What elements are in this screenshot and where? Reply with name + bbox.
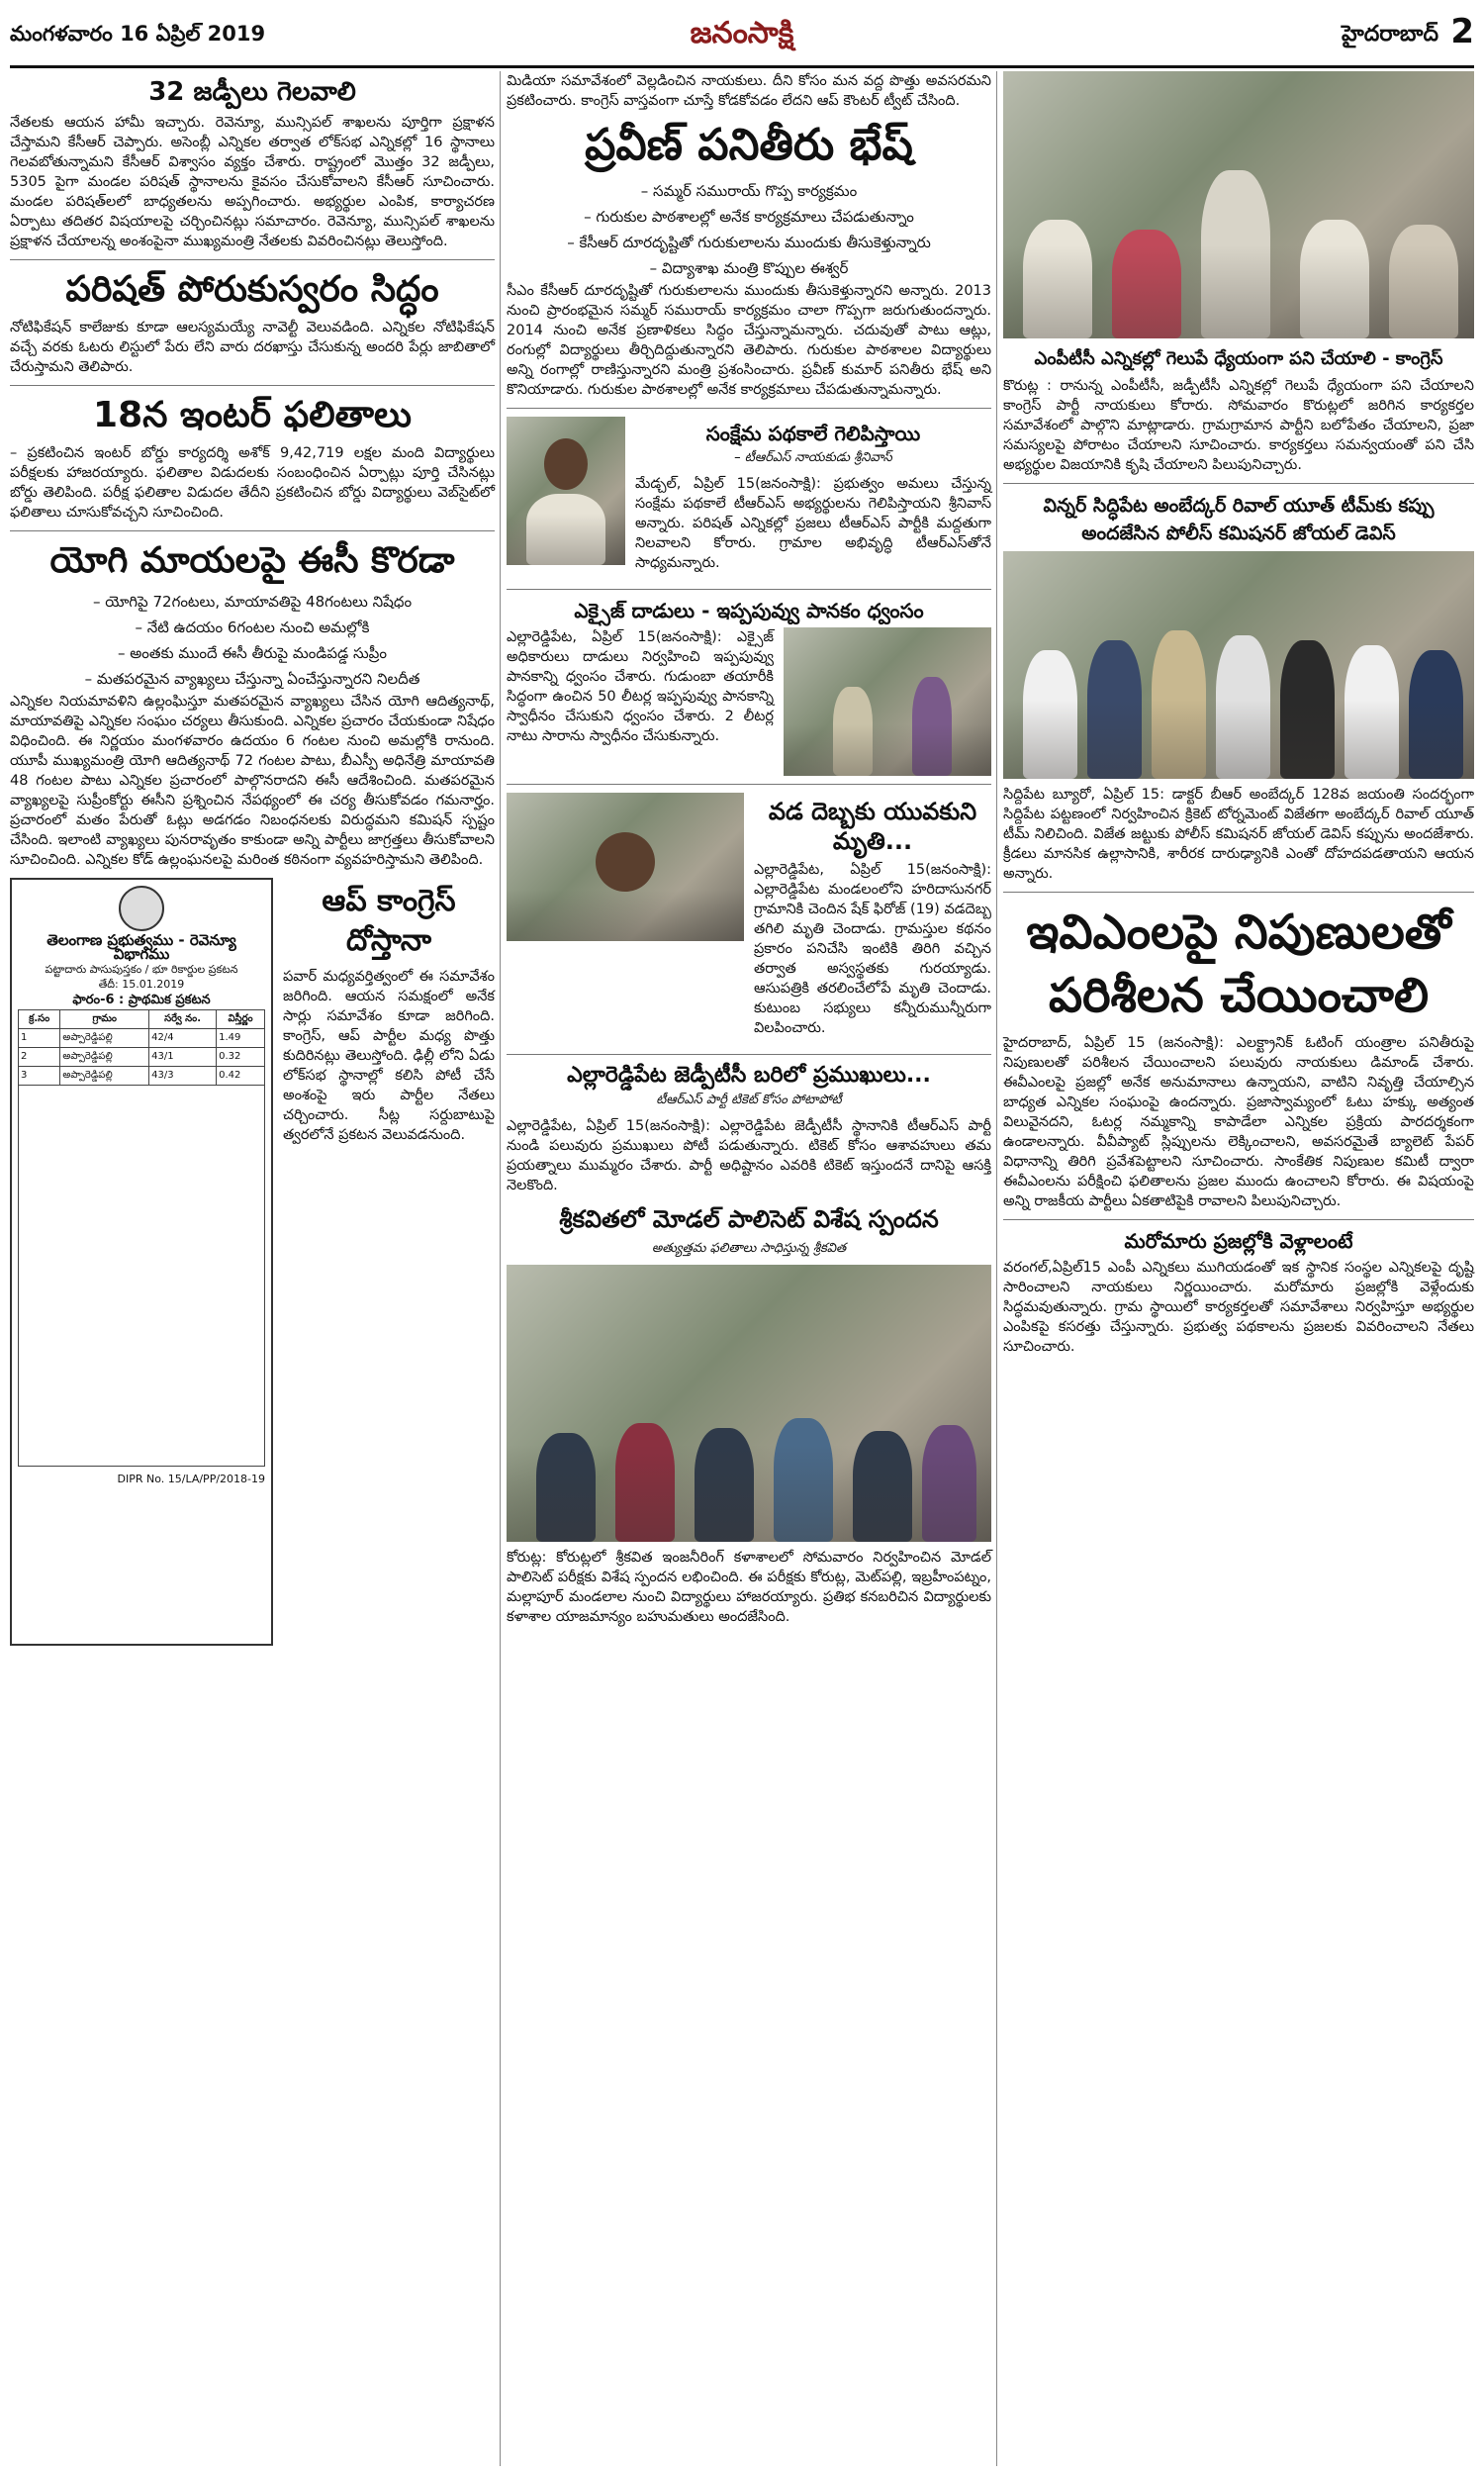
article-headline: సంక్షేమ పథకాలే గెలిపిస్తాయి xyxy=(705,422,921,445)
column-divider xyxy=(500,71,501,2466)
article-body: హైదరాబాద్, ఏప్రిల్ 15 (జనంసాక్షి): ఎలక్ట్రానిక్ ఓటింగ్ యంత్రాల పనితీరుపై నిపుణులతో పరిశీలన చేయించాలని పలువురు నాయకులు డిమాండ్ చేశారు. ఈవీఎంలపై ప్రజల్లో అనేక అనుమానాలు ఉన్నాయని, వాటిని నివృత్తి చేయాల్సిన బాధ్యత ఎన్నికల సంఘంపై ఉందన్నారు. ప్రజాస్వామ్యంలో ఓటు హక్కు అత్యంత విలువైనదని, ఓటర్ల నమ్మకాన్ని కాపాడేలా ఎన్నికల ప్రక్రియ పారదర్శకంగా ఉండాలన్నారు. వీవీప్యాట్ స్లిప్పులను లెక్కించాలని, అవసరమైతే బ్యాలెట్ పేపర్ విధానాన్ని తిరిగి ప్రవేశపెట్టాలని సూచించారు. సాంకేతిక నిపుణుల కమిటీ ద్వారా ఈవీఎంలను పరీక్షించి ఫలితాలను ప్రజల ముందు ఉంచాలని కోరారు. ఈ విషయంపై అన్ని రాజకీయ పార్టీలు ఏకతాటిపైకి రావాలని పిలుపునిచ్చారు. xyxy=(1003,1035,1474,1209)
subpoint: – యోగిపై 72గంటలు, మాయావతిపై 48గంటలు నిషేధం xyxy=(92,593,413,611)
article-body: మేడ్చల్, ఏప్రిల్ 15(జనంసాక్షి): ప్రభుత్వం అమలు చేస్తున్న సంక్షేమ పథకాలే టీఆర్ఎస్ అభ్యర్థులను గెలిపిస్తాయని శ్రీనివాస్ అన్నారు. పరిషత్ ఎన్నికల్లో ప్రజలు టీఆర్ఎస్ పార్టీకి మద్దతుగా నిలవాలని కోరారు. గ్రామాల అభివృద్ధి టీఆర్ఎస్‌తోనే సాధ్యమన్నారు. xyxy=(635,476,991,571)
ad-table-header: గ్రామం xyxy=(60,1010,149,1029)
divider xyxy=(10,259,495,260)
divider xyxy=(1003,1219,1474,1220)
ad-date: తేదీ: 15.01.2019 xyxy=(98,978,185,991)
ad-cell: 2 xyxy=(19,1048,60,1067)
subpoint: – నేటి ఉదయం 6గంటల నుంచి అమల్లోకి xyxy=(135,619,370,636)
article-subpoints xyxy=(10,589,495,692)
ad-cell: 43/1 xyxy=(149,1048,217,1067)
subpoint: – సమ్మర్ సమురాయ్ గొప్ప కార్యక్రమం xyxy=(640,182,858,200)
ad-table-header: క్ర.సం xyxy=(19,1010,60,1029)
article-headline: 18న ఇంటర్ ఫలితాలు xyxy=(93,395,412,435)
article-body: ఎల్లారెడ్డిపేట, ఏప్రిల్ 15(జనంసాక్షి): ఎల్లారెడ్డిపేట మండలంలోని హరిదాసునగర్ గ్రామానికి చెందిన షేక్ ఫిరోజ్ (19) వడదెబ్బ తగిలి మృతి చెందాడు. గ్రామస్తుల కథనం ప్రకారం పనిచేసి ఇంటికి తిరిగి వచ్చిన తర్వాత అస్వస్థతకు గురయ్యాడు. ఆసుపత్రికి తరలించేలోపే మృతి చెందాడు. కుటుంబ సభ్యులు కన్నీరుమున్నీరుగా విలపించారు. xyxy=(754,862,991,1036)
article-body: పవార్ మధ్యవర్తిత్వంలో ఈ సమావేశం జరిగింది. ఆయన సమక్షంలో అనేక సార్లు సమావేశం కూడా జరిగింది. కాంగ్రెస్, ఆప్ పార్టీల మధ్య పొత్తు కుదిరినట్లు తెలుస్తోంది. ఢిల్లీ లోని ఏడు లోక్‌సభ స్థానాల్లో కలిసి పోటీ చేసే అంశంపై ఇరు పార్టీల నేతలు చర్చించారు. సీట్ల సర్దుబాటుపై త్వరలోనే ప్రకటన వెలువడనుంది. xyxy=(283,969,495,1143)
article-byline: టీఆర్ఎస్ పార్టీ టికెట్ కోసం పోటాపోటీ xyxy=(656,1093,842,1107)
article-headline: 32 జడ్పీలు గెలవాలి xyxy=(148,77,356,107)
article-body: సీఎం కేసీఆర్ దూరదృష్టితో గురుకులాలను ముందుకు తీసుకెళ్తున్నారని అన్నారు. 2013 నుంచి ప్రారంభమైన సమ్మర్ సమురాయ్ కార్యక్రమం చాలా గొప్పగా జరుగుతుందన్నారు. 2014 నుంచి అనేక ప్రణాళికలు సిద్ధం చేస్తున్నామన్నారు. చదువుతో పాటు ఆట్లు, రంగుల్లో విద్యార్థులు తీర్చిదిద్దుతున్నారని తెలిపారు. గురుకుల పాఠశాలల విద్యార్థులు అన్ని రంగాల్లో రాణిస్తున్నారని మంత్రి ప్రశంసించారు. ప్రవీణ్ కుమార్ పనితీరు భేష్ అని కొనియాడారు. గురుకుల పాఠశాలల్లో అనేక కార్యక్రమాలు చేపడుతున్నామన్నారు. xyxy=(507,283,991,398)
article-headline: ఎక్సైజ్ దాడులు - ఇప్పపువ్వు పానకం ధ్వంసం xyxy=(574,599,924,622)
article-headline: ప్రవీణ్ పనితీరు భేష్ xyxy=(585,120,913,170)
newspaper-logo: జనంసాక్షి xyxy=(690,16,794,50)
ad-table xyxy=(18,1009,265,1467)
edition-city: హైదరాబాద్ xyxy=(1342,22,1438,47)
ad-cell: 42/4 xyxy=(149,1029,217,1048)
divider xyxy=(1003,892,1474,893)
article-headline: వడ దెబ్బకు యువకుని మృతి... xyxy=(768,798,977,855)
article-headline: యోగి మాయలపై ఈసీ కొరడా xyxy=(49,540,455,581)
cricket-trophy-photo xyxy=(1003,551,1474,779)
column-middle xyxy=(507,71,991,1635)
article-headline: ఎల్లారెడ్డిపేట జెడ్పీటీసీ బరిలో ప్రముఖులు... xyxy=(567,1063,931,1088)
column-right xyxy=(1003,71,1474,1365)
divider xyxy=(10,530,495,531)
table-row xyxy=(19,1048,265,1067)
ad-cell: 3 xyxy=(19,1067,60,1086)
subpoint: – గురుకుల పాఠశాలల్లో అనేక కార్యక్రమాలు చేపడుతున్నాం xyxy=(584,208,914,226)
ad-cell: అప్పారెడ్డిపల్లి xyxy=(60,1048,149,1067)
divider xyxy=(507,408,991,409)
article-headline: మరోమారు ప్రజల్లోకి వెళ్లాలంటే xyxy=(1124,1229,1353,1253)
ad-cell: 1 xyxy=(19,1029,60,1048)
table-row xyxy=(19,1067,265,1086)
ad-footer: DIPR No. 15/LA/PP/2018-19 xyxy=(117,1473,265,1485)
ad-cell: 43/3 xyxy=(149,1067,217,1086)
article-body: నోటిఫికేషన్ కాలేజుకు కూడా ఆలస్యమయ్యే నావెల్టీ వెలువడింది. ఎన్నికల నోటిఫికేషన్ వచ్చే వరకు ఓటరు లిస్టులో పేరు లేని వారు దరఖాస్తు చేసుకున్న అందరి పేర్లు జాబితాలో చేరుస్తామని తెలిపారు. xyxy=(10,320,495,375)
divider xyxy=(10,385,495,386)
column-divider xyxy=(996,71,997,2466)
divider xyxy=(1003,483,1474,484)
ad-org: తెలంగాణ ప్రభుత్వము - రెవెన్యూ విభాగము xyxy=(46,931,236,963)
article-body: ఎల్లారెడ్డిపేట, ఏప్రిల్ 15(జనంసాక్షి): ఎక్సైజ్ అధికారులు దాడులు నిర్వహించి ఇప్పపువ్వు పానకాన్ని ధ్వంసం చేశారు. గుడుంబా తయారీకి సిద్ధంగా ఉంచిన 50 లీటర్ల ఇప్పపువ్వు పానకాన్ని స్వాధీనం చేసుకుని ధ్వంసం చేశారు. 2 లీటర్ల నాటు సారాను స్వాధీనం చేసుకున్నారు. xyxy=(507,629,774,744)
article-headline: శ్రీకవితలో మోడల్ పాలిసెట్ విశేష స్పందన xyxy=(559,1205,939,1233)
article-headline: పరిషత్ పోరుకుస్వరం సిద్ధం xyxy=(65,269,439,310)
portrait-photo xyxy=(507,417,625,565)
ad-form-title: ఫారం-6 : ప్రాథమిక ప్రకటన xyxy=(72,993,211,1007)
ad-cell: 0.42 xyxy=(217,1067,265,1086)
article-body: కొరుట్ల : రానున్న ఎంపీటీసీ, జడ్పీటీసీ ఎన్నికల్లో గెలుపే ధ్యేయంగా పని చేయాలని కాంగ్రెస్ పార్టీ నాయకులు కోరారు. సోమవారం కొరుట్లలో జరిగిన కార్యకర్తల సమావేశంలో పాల్గొని మాట్లాడారు. గ్రామగ్రామాన పార్టీని బలోపేతం చేయాలని, ప్రజా సమస్యలపై పోరాటం చేయాలని సూచించారు. కార్యకర్తలు సమన్వయంతో పని చేసి అభ్యర్థుల విజయానికి కృషి చేయాలని పిలుపునిచ్చారు. xyxy=(1003,378,1474,473)
article-body: నేతలకు ఆయన హామీ ఇచ్చారు. రెవెన్యూ, మున్సిపల్ శాఖలను పూర్తిగా ప్రక్షాళన చేస్తామని కేసీఆర్ చెప్పారు. అసెంబ్లీ ఎన్నికల తర్వాత లోక్‌సభ ఎన్నికల్లో 16 స్థానాలు గెలవబోతున్నామని కేసీఆర్ విశ్వాసం వ్యక్తం చేశారు. రాష్ట్రంలో మొత్తం 32 జడ్పీలు, 5305 పైగా మండల పరిషత్ స్థానాలను కైవసం చేసుకోవాలని కేసీఆర్ సూచించారు. మండల పరిషత్‌లలో బాధ్యతలను అప్పగించారు. అభ్యర్థుల ఎంపిక, కార్యాచరణ ఏర్పాటు తదితర విషయాలపై చర్చించినట్లు సమాచారం. రెవెన్యూ, మున్సిపల్ శాఖలను ప్రక్షాళన చేయాలన్న అంశంపైనా ముఖ్యమంత్రి నేతలకు వివరించినట్లు తెలుస్తోంది. xyxy=(10,115,495,249)
subpoint: – మతపరమైన వ్యాఖ్యలు చేస్తున్నా ఏంచేస్తున్నారని నిలదీత xyxy=(84,670,420,688)
article-subpoints xyxy=(507,178,991,281)
ad-cell: 1.49 xyxy=(217,1029,265,1048)
raid-photo xyxy=(784,627,991,776)
article-body: కోరుట్ల: కోరుట్లలో శ్రీకవిత ఇంజనీరింగ్ కళాశాలలో సోమవారం నిర్వహించిన మోడల్ పాలిసెట్ పరీక్షకు విశేష స్పందన లభించింది. ఈ పరీక్షకు కోరుట్ల, మెట్‌పల్లి, ఇబ్రహీంపట్నం, మల్లాపూర్ మండలాల నుంచి విద్యార్థులు హాజరయ్యారు. ప్రతిభ కనబరిచిన విద్యార్థులకు కళాశాల యాజమాన్యం బహుమతులు అందజేసింది. xyxy=(507,1550,991,1625)
article-headline: ఇవిఎంలపై నిపుణులతో పరిశీలన చేయించాలి xyxy=(1026,904,1451,1023)
article-body: వరంగల్,ఏప్రిల్15 ఎంపీ ఎన్నికలు ముగియడంతో ఇక స్థానిక సంస్థల ఎన్నికలపై దృష్టి సారించాలని నాయకులు నిర్ణయించారు. మరోమారు ప్రజల్లోకి వెళ్లేందుకు సిద్ధమవుతున్నారు. గ్రామ స్థాయిలో కార్యకర్తలతో సమావేశాలు నిర్వహిస్తూ అభ్యర్థుల ఎంపికపై కసరత్తు చేస్తున్నారు. ప్రభుత్వ పథకాలను ప్రజలకు వివరించాలని నేతలు సూచించారు. xyxy=(1003,1260,1474,1355)
ad-table-header: సర్వే నం. xyxy=(149,1010,217,1029)
subpoint: – కేసీఆర్ దూరదృష్టితో గురుకులాలను ముందుకు తీసుకెళ్తున్నారు xyxy=(567,234,931,251)
ad-table-body xyxy=(19,1086,265,1467)
article-byline: అత్యుత్తమ ఫలితాలు సాధిస్తున్న శ్రీకవిత xyxy=(651,1241,847,1256)
article-body: – ప్రకటించిన ఇంటర్ బోర్డు కార్యదర్శి అశోక్ 9,42,719 లక్షల మంది విద్యార్థులు పరీక్షలకు హాజరయ్యారు. ఫలితాల విడుదలకు సంబంధించిన ఏర్పాట్లు పూర్తి చేసినట్లు బోర్డు తెలిపింది. పరీక్ష ఫలితాల విడుదల తేదీని ప్రకటించిన బోర్డు విద్యార్థులు వెబ్‌సైట్‌లో ఫలితాలు చూసుకోవచ్చని సూచించింది. xyxy=(10,445,495,521)
government-notice-ad xyxy=(10,878,273,1646)
article-headline: ఎంపీటీసీ ఎన్నికల్లో గెలుపే ధ్యేయంగా పని చేయాలి - కాంగ్రెస్ xyxy=(1034,348,1443,369)
article-headline: ఆప్ కాంగ్రెస్ దోస్తానా xyxy=(322,884,456,958)
table-row xyxy=(19,1029,265,1048)
article-side xyxy=(283,878,495,1646)
article-body: ఎన్నికల నియమావళిని ఉల్లంఘిస్తూ మతపరమైన వ్యాఖ్యలు చేసిన యోగి ఆదిత్యనాథ్, మాయావతిపై ఎన్నికల సంఘం చర్యలు తీసుకుంది. ఎన్నికల ప్రచారం చేయకుండా నిషేధం విధించింది. ఈ నిర్ణయం మంగళవారం ఉదయం 6 గంటల నుంచి అమల్లోకి రానుంది. యూపీ ముఖ్యమంత్రి యోగి ఆదిత్యనాథ్ 72 గంటల పాటు, బీఎస్పీ అధినేత్రి మాయావతి 48 గంటల పాటు ఎన్నికల ప్రచారంలో పాల్గొనరాదని ఈసీ ఆదేశించింది. మతపరమైన వ్యాఖ్యలపై సుప్రీంకోర్టు ఈసీని ప్రశ్నించిన నేపథ్యంలో ఈ చర్య తీసుకోవడం గమనార్హం. ప్రచారంలో మతం పేరుతో ఓట్లు అడగడం నిబంధనలకు విరుద్ధమని కమిషన్ స్పష్టం చేసింది. ఇలాంటి వ్యాఖ్యలు పునరావృతం కాకుండా అన్ని పార్టీలు జాగ్రత్తలు తీసుకోవాలని సూచించింది. ఎన్నికల కోడ్ ఉల్లంఘనలపై మరింత కఠినంగా వ్యవహరిస్తామని తెలిపింది. xyxy=(10,694,495,868)
ad-cell: 0.32 xyxy=(217,1048,265,1067)
ad-cell: అప్పారెడ్డిపల్లి xyxy=(60,1067,149,1086)
ad-subtitle: పట్టాదారు పాసుపుస్తకం / భూ రికార్డుల ప్రకటన xyxy=(45,963,238,976)
divider xyxy=(507,784,991,785)
divider xyxy=(507,1054,991,1055)
victim-photo xyxy=(507,793,744,941)
page-number: 2 xyxy=(1450,12,1474,51)
subpoint: – విద్యాశాఖ మంత్రి కొప్పుల ఈశ్వర్ xyxy=(649,259,849,277)
article-byline: – టీఆర్ఎస్ నాయకుడు శ్రీనివాస్ xyxy=(734,450,892,465)
divider xyxy=(507,589,991,590)
meeting-photo xyxy=(1003,71,1474,338)
issue-date: మంగళవారం 16 ఏప్రిల్ 2019 xyxy=(10,22,266,46)
article-headline: విన్నర్ సిద్ధిపేట అంబేద్కర్ రివాల్ యూత్ టీమ్‌కు కప్పు అందజేసిన పోలీస్ కమిషనర్ జోయల్ డెవిస్ xyxy=(1043,495,1435,544)
students-group-photo xyxy=(507,1265,991,1542)
ad-cell: అప్పారెడ్డిపల్లి xyxy=(60,1029,149,1048)
ad-table-header: విస్తీర్ణం xyxy=(217,1010,265,1029)
article-body: సిద్దిపేట బ్యూరో, ఏప్రిల్ 15: డాక్టర్ బీఆర్ అంబేద్కర్ 128వ జయంతి సందర్భంగా సిద్దిపేట పట్టణంలో నిర్వహించిన క్రికెట్ టోర్నమెంట్ విజేతగా అంబేద్కర్ రివాల్ యూత్ టీమ్ నిలిచింది. విజేత జట్టుకు పోలీస్ కమిషనర్ జోయల్ డెవిస్ కప్పును అందజేశారు. క్రీడలు మానసిక ఉల్లాసానికి, శారీరక దారుఢ్యానికి ఎంతో దోహదపడతాయని ఆయన అన్నారు. xyxy=(1003,787,1474,882)
article-body: మిడియా సమావేశంలో వెల్లడించిన నాయకులు. దీని కోసం మన వద్ద పొత్తు అవసరమని ప్రకటించారు. కాంగ్రెస్ వాస్తవంగా చూస్తే కోడకోవడం లేదని ఆప్ కౌంటర్ ట్వీట్ చేసింది. xyxy=(507,73,991,109)
column-left xyxy=(10,71,495,1646)
article-body: ఎల్లారెడ్డిపేట, ఏప్రిల్ 15(జనంసాక్షి): ఎల్లారెడ్డిపేట జెడ్పీటీసీ స్థానానికి టీఆర్ఎస్ పార్టీ నుండి పలువురు ప్రముఖులు పోటీ పడుతున్నారు. టికెట్ కోసం ఆశావహులు తమ ప్రయత్నాలు ముమ్మరం చేశారు. పార్టీ అధిష్టానం ఎవరికి టికెట్ ఇస్తుందనే దానిపై ఆసక్తి నెలకొంది. xyxy=(507,1118,991,1193)
government-emblem-icon xyxy=(119,886,164,931)
subpoint: – అంతకు ముందే ఈసీ తీరుపై మండిపడ్డ సుప్రీం xyxy=(118,644,387,662)
masthead xyxy=(10,8,1474,68)
